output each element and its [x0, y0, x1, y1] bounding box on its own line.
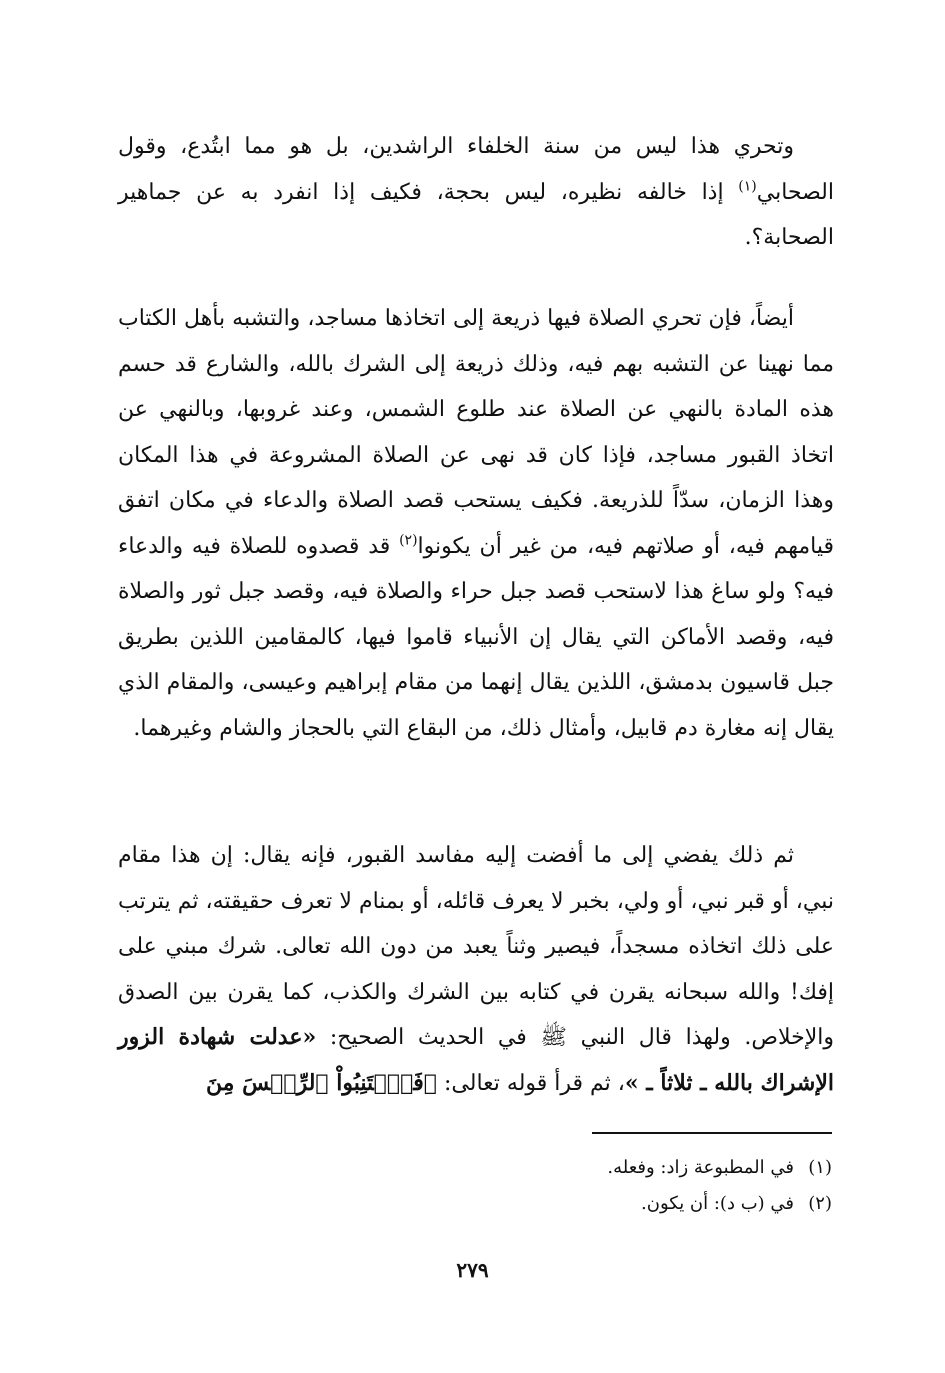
footnote-2-number: (٢): [808, 1193, 832, 1214]
paragraph-3-text-b: ، ثم قرأ قوله تعالى:: [437, 1070, 625, 1096]
footnote-1: [400, 1150, 832, 1186]
paragraph-1-text-a: وتحري هذا ليس من سنة الخلفاء الراشدين، بل هو مما ابتُدع، وقول الصحابي: [118, 134, 834, 205]
footnote-1-text: في المطبوعة زاد: وفعله.: [607, 1157, 794, 1178]
paragraph-3: [118, 833, 834, 1106]
footnote-ref-2: (٢): [399, 532, 418, 549]
quran-verse: ﴿فَٱجۡتَنِبُواْ ٱلرِّجۡسَ مِنَ: [205, 1069, 438, 1096]
paragraph-1-text-b: إذا خالفه نظيره، ليس بحجة، فكيف إذا انفرد به عن جماهير الصحابة؟.: [118, 179, 834, 250]
footnote-2-text: في (ب د): أن يكون.: [641, 1193, 794, 1214]
paragraph-1: [118, 124, 834, 261]
paragraph-2: [118, 296, 834, 751]
footnote-2: [400, 1186, 832, 1222]
paragraph-2-text-a: أيضاً، فإن تحري الصلاة فيها ذريعة إلى اتخاذها مساجد، والتشبه بأهل الكتاب مما نهينا عن التشبه بهم فيه، وذلك ذريعة إلى الشرك بالله، والشارع قد حسم هذه المادة بالنهي عن الصلاة عند طلوع الشمس، وعند غروبها، وبالنهي عن اتخاذ القبور مساجد، فإذا كان قد نهى عن الصلاة المشروعة في هذا المكان وهذا الزمان، سدّاً للذريعة. فكيف يستحب قصد الصلاة والدعاء في مكان اتفق قيامهم فيه، أو صلاتهم فيه، من غير أن يكونوا: [118, 306, 835, 559]
footnote-1-number: (١): [808, 1157, 832, 1178]
footnote-divider: [592, 1132, 832, 1134]
paragraph-3-text-a: ثم ذلك يفضي إلى ما أفضت إليه مفاسد القبور، فإنه يقال: إن هذا مقام نبي، أو قبر نبي، أو ولي، بخبر لا يعرف قائله، أو بمنام لا تعرف حقيقته، ثم يترتب على ذلك اتخاذه مسجداً، فيصير وثناً يعبد من دون الله تعالى. شرك مبني على إفك! والله سبحانه يقرن في كتابه بين الشرك والكذب، كما يقرن بين الصدق والإخلاص. ولهذا قال النبي ﷺ في الحديث الصحيح:: [118, 843, 835, 1050]
paragraph-2-text-b: قد قصدوه للصلاة فيه والدعاء فيه؟ ولو ساغ هذا لاستحب قصد جبل حراء والصلاة فيه، وقصد جبل ثور والصلاة فيه، وقصد الأماكن التي يقال إن الأنبياء قاموا فيها، كالمقامين اللذين بطريق جبل قاسيون بدمشق، اللذين يقال إنهما من مقام إبراهيم وعيسى، والمقام الذي يقال إنه مغارة دم قابيل، وأمثال ذلك، من البقاع التي بالحجاز والشام وغيرهما.: [118, 533, 834, 741]
page-number: ٢٧٩: [456, 1258, 489, 1282]
footnotes: [400, 1150, 832, 1222]
hadith-quote: «عدلت شهادة الزور الإشراك بالله ـ ثلاثاً ـ »: [118, 1024, 834, 1096]
footnote-ref-1: (١): [738, 178, 757, 195]
